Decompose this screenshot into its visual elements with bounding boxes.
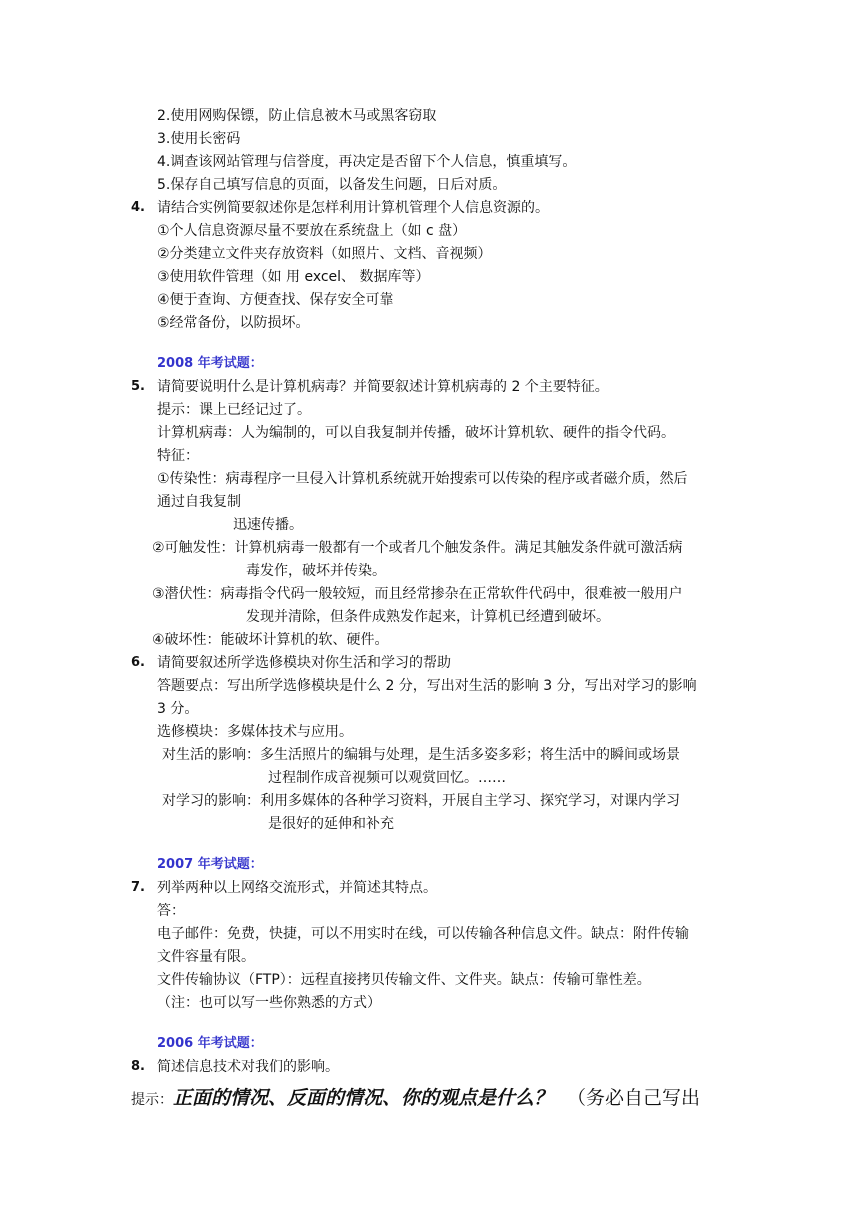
answer-line: 对学习的影响：利用多媒体的各种学习资料，开展自主学习、探究学习，对课内学习 xyxy=(162,793,680,809)
exam-year-heading: 2007 年考试题： xyxy=(157,857,263,872)
answer-line: ⑤经常备份，以防损坏。 xyxy=(157,315,310,331)
exam-year-heading: 2006 年考试题： xyxy=(157,1036,263,1051)
answer-line: 对生活的影响：多生活照片的编辑与处理，是生活多姿多彩；将生活中的瞬间或场景 xyxy=(162,747,680,763)
answer-line: ④破坏性：能破坏计算机的软、硬件。 xyxy=(152,632,389,648)
exam-year-heading: 2008 年考试题： xyxy=(157,356,263,371)
list-item: 4.调查该网站管理与信誉度，再决定是否留下个人信息，慎重填写。 xyxy=(157,154,577,170)
answer-line: ④便于查询、方便查找、保存安全可靠 xyxy=(157,292,394,308)
answer-line: 文件容量有限。 xyxy=(157,949,255,965)
answer-line: ①个人信息资源尽量不要放在系统盘上（如 c 盘） xyxy=(157,223,467,239)
answer-line: ③潜伏性：病毒指令代码一般较短，而且经常掺杂在正常软件代码中，很难被一般用户 xyxy=(152,586,683,602)
hint-label: 提示： xyxy=(131,1092,173,1108)
answer-line: ①传染性：病毒程序一旦侵入计算机系统就开始搜索可以传染的程序或者磁介质，然后 xyxy=(157,471,688,487)
list-item: 2.使用网购保镖，防止信息被木马或黑客窃取 xyxy=(157,108,437,124)
hint-line: 提示：课上已经记过了。 xyxy=(157,402,311,418)
final-hint-line xyxy=(131,1085,700,1111)
answer-line: ②可触发性：计算机病毒一般都有一个或者几个触发条件。满足其触发条件就可激活病 xyxy=(152,540,683,556)
answer-line: 计算机病毒：人为编制的，可以自我复制并传播，破坏计算机软、硬件的指令代码。 xyxy=(157,425,675,441)
answer-line: 过程制作成音视频可以观赏回忆。…… xyxy=(268,770,506,786)
question-title: 简述信息技术对我们的影响。 xyxy=(157,1059,339,1075)
hint-emphasis: 正面的情况、反面的情况、你的观点是什么？ xyxy=(173,1087,554,1109)
question-title: 请简要叙述所学选修模块对你生活和学习的帮助 xyxy=(157,655,451,671)
answer-line: 电子邮件：免费，快捷，可以不用实时在线，可以传输各种信息文件。缺点：附件传输 xyxy=(157,926,689,942)
question-number: 7. xyxy=(131,880,145,895)
question-number: 8. xyxy=(131,1059,145,1074)
question-title: 请结合实例简要叙述你是怎样利用计算机管理个人信息资源的。 xyxy=(157,200,549,216)
answer-line: （注：也可以写一些你熟悉的方式） xyxy=(157,995,381,1011)
question-number: 5. xyxy=(131,379,145,394)
answer-line: 答： xyxy=(157,903,185,919)
answer-line: 通过自我复制 xyxy=(157,494,241,510)
answer-line: ③使用软件管理（如 用 excel、 数据库等） xyxy=(157,269,430,285)
answer-line: 答题要点：写出所学选修模块是什么 2 分，写出对生活的影响 3 分，写出对学习的影响 xyxy=(157,678,697,694)
answer-line: 选修模块：多媒体技术与应用。 xyxy=(157,724,353,740)
answer-line: 3 分。 xyxy=(157,701,199,717)
answer-line: ②分类建立文件夹存放资料（如照片、文档、音视频） xyxy=(157,246,492,262)
question-title: 列举两种以上网络交流形式，并简述其特点。 xyxy=(157,880,437,896)
question-number: 6. xyxy=(131,655,145,670)
list-item: 5.保存自己填写信息的页面，以备发生问题，日后对质。 xyxy=(157,177,507,193)
question-number: 4. xyxy=(131,200,145,215)
question-title: 请简要说明什么是计算机病毒？并简要叙述计算机病毒的 2 个主要特征。 xyxy=(157,379,609,395)
answer-line: 是很好的延伸和补充 xyxy=(268,816,394,832)
answer-line: 特征： xyxy=(157,448,199,464)
list-item: 3.使用长密码 xyxy=(157,131,241,147)
answer-line: 发现并清除，但条件成熟发作起来，计算机已经遭到破坏。 xyxy=(246,609,610,625)
answer-line: 迅速传播。 xyxy=(233,517,303,533)
answer-line: 文件传输协议（FTP）：远程直接拷贝传输文件、文件夹。缺点：传输可靠性差。 xyxy=(157,972,651,988)
hint-tail: （务必自己写出 xyxy=(567,1087,701,1109)
answer-line: 毒发作，破坏并传染。 xyxy=(246,563,386,579)
